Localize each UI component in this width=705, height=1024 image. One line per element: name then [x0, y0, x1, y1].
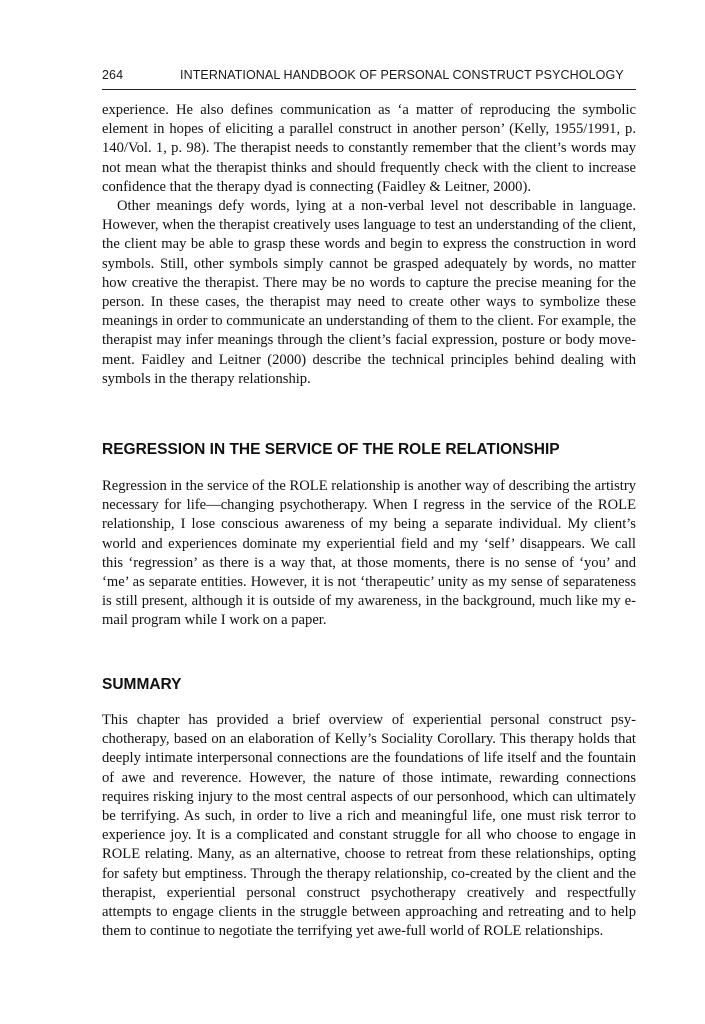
header-rule [102, 89, 636, 90]
page-number: 264 [102, 68, 124, 82]
intro-paragraph-symbols: Other meanings defy words, lying at a non-verbal level not describable in language. However, when the therapist creatively uses language to test an understanding of the client, the client may be able to grasp these words and begin to express the construction in word symbols. Still, other symbols simply cannot be grasped adequately by words, no matter how creative the therapist. There may be no words to capture the precise meaning for the person. In these cases, the therapist may need to create other ways to symbolize these meanings in order to communicate an understanding of them to the client. For example, the therapist may infer meanings through the client’s facial expression, posture or body movement. Faidley and Leitner (2000) describe the technical principles behind dealing with symbols in the therapy relationship. [102, 198, 636, 387]
regression-text-block [102, 477, 636, 631]
section-heading-regression: REGRESSION IN THE SERVICE OF THE ROLE RELATIONSHIP [102, 441, 560, 458]
summary-text-block [102, 711, 636, 941]
running-title: INTERNATIONAL HANDBOOK OF PERSONAL CONSTRUCT PSYCHOLOGY [180, 68, 624, 82]
section-heading-summary: SUMMARY [102, 676, 182, 693]
regression-paragraph: Regression in the service of the ROLE relationship is another way of describing the artistry necessary for life—changing psychotherapy. When I regress in the service of the ROLE relationship, I lose conscious awareness of my being a separate individual. My client’s world and experiences dominate my experiential field and my ‘self’ disappears. We call this ‘regression’ as there is a way that, at those moments, there is no sense of ‘you’ and ‘me’ as separate entities. However, it is not ‘therapeutic’ unity as my sense of separateness is still present, although it is outside of my awareness, in the background, much like my e-mail program while I work on a paper. [102, 478, 636, 629]
intro-text-block [102, 101, 636, 389]
intro-paragraph-continued: experience. He also defines communication as ‘a matter of reproducing the symbolic element in hopes of eliciting a parallel construct in another person’ (Kelly, 1955/1991, p. 140/Vol. 1, p. 98). The therapist needs to constantly remember that the client’s words may not mean what the therapist thinks and should frequently check with the client to increase confidence that the therapy dyad is connecting (Faidley & Leitner, 2000). [102, 102, 636, 195]
summary-paragraph: This chapter has provided a brief overview of experiential personal construct psychotherapy, based on an elaboration of Kelly’s Sociality Corollary. This therapy holds that deeply intimate interpersonal connections are the foundations of life itself and the fountain of awe and reverence. However, the nature of those intimate, rewarding connections requires risking injury to the most central aspects of our personhood, which can ultimately be terrifying. As such, in order to live a rich and meaningful life, one must risk terror to experience joy. It is a complicated and constant struggle for all who choose to engage in ROLE relating. Many, as an alternative, choose to retreat from these relationships, opting for safety but emptiness. Through the therapy relationship, co-created by the client and the therapist, experiential personal construct psychotherapy creatively and respectfully attempts to engage clients in the struggle between approaching and retreating and to help them to continue to negotiate the terrifying yet awe-full world of ROLE relationships. [102, 712, 636, 940]
